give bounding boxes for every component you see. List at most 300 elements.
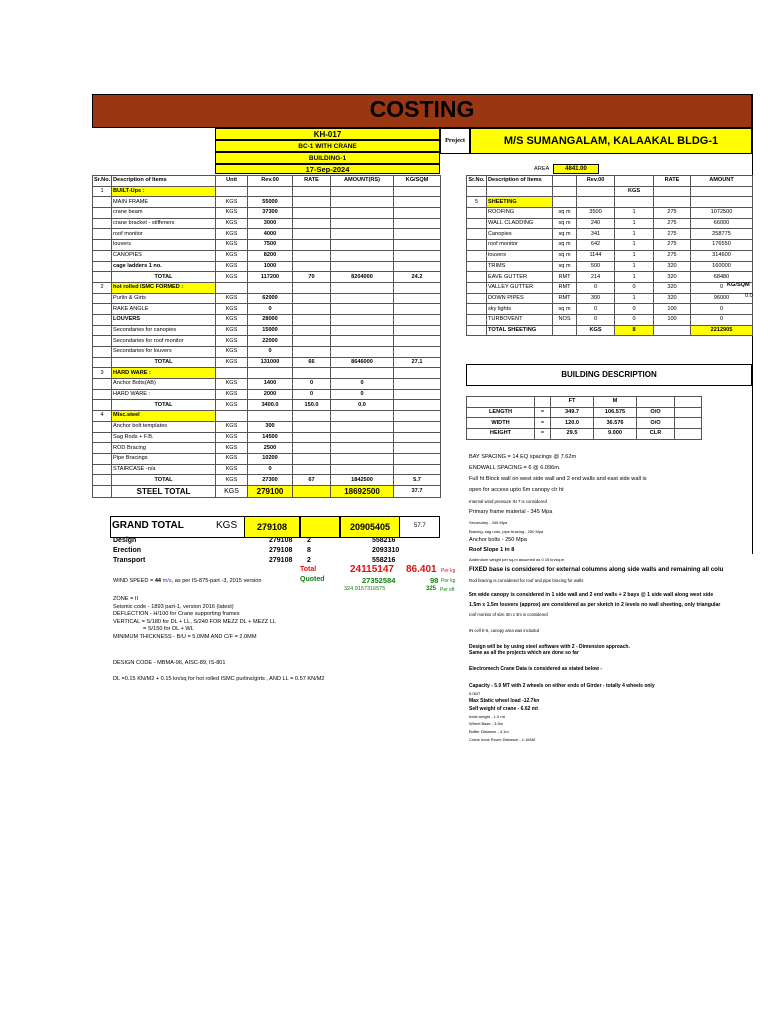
table-cell <box>394 453 441 464</box>
column-header: RATE <box>654 176 691 187</box>
table-cell: 96000 <box>691 293 753 304</box>
table-cell <box>577 197 615 208</box>
service-value: 2 <box>307 557 311 564</box>
table-cell: 8204000 <box>331 272 394 283</box>
table-cell: LENGTH <box>467 407 535 418</box>
table-cell <box>467 240 487 251</box>
table-cell: 2212905 <box>691 325 753 336</box>
table-cell <box>553 325 577 336</box>
table-cell: 1842500 <box>331 475 394 486</box>
grand-total-label: GRAND TOTAL <box>112 520 184 531</box>
table-cell: TOTAL <box>112 357 216 368</box>
sqft-value: 324.9157316575 <box>344 586 386 592</box>
table-cell: RMT <box>553 282 577 293</box>
table-cell: sky lights <box>487 304 553 315</box>
table-cell: 62000 <box>248 293 293 304</box>
table-cell: 66 <box>293 357 331 368</box>
table-cell <box>331 282 394 293</box>
table-cell: KGS <box>216 293 248 304</box>
left-row <box>93 421 441 432</box>
design-note-line: DL =0.15 KN/M2 + 0.15 kn/sq for hot rolled ISMC purlins/girts , AND LL = 0.57 KN/M2 <box>113 676 325 682</box>
table-cell: STAIRCASE -n/a <box>112 464 216 475</box>
building-note-line: Roof Slope 1 in 8 <box>469 547 515 553</box>
table-cell <box>293 347 331 358</box>
table-cell <box>93 357 112 368</box>
table-cell: CLR <box>637 429 675 440</box>
column-header: KG/SQM <box>394 176 441 187</box>
table-cell: KGS <box>216 218 248 229</box>
right-row <box>467 282 753 293</box>
sheeting-table <box>466 175 753 336</box>
table-cell: TOTAL SHEETING <box>487 325 553 336</box>
table-cell: 67 <box>293 475 331 486</box>
table-cell: Canopies <box>487 229 553 240</box>
table-cell <box>331 304 394 315</box>
total-rate: 86.401 <box>406 564 437 575</box>
table-cell: BUILT-Ups : <box>112 186 216 197</box>
building-note-line: open for access upto 6m canopy clr ht <box>469 487 564 493</box>
table-cell: KGS <box>216 347 248 358</box>
table-cell: 320 <box>654 261 691 272</box>
left-row <box>93 475 441 486</box>
table-cell: 275 <box>654 229 691 240</box>
table-cell: TURBOVENT <box>487 314 553 325</box>
table-cell <box>93 197 112 208</box>
table-cell: 0 <box>577 314 615 325</box>
table-cell <box>394 304 441 315</box>
table-cell: ROD Bracing <box>112 443 216 454</box>
table-cell: 66000 <box>691 218 753 229</box>
building-note-line: Crane hook Room Distance - 1.166M <box>469 737 536 742</box>
project-name: M/S SUMANGALAM, KALAAKAL BLDG-1 <box>470 128 752 154</box>
table-cell: 8200 <box>248 250 293 261</box>
sheeting-kgsqm-value: 0.0 <box>745 293 753 299</box>
service-value: 558216 <box>372 537 396 544</box>
table-cell: WALL CLADDING <box>487 218 553 229</box>
table-cell: 0 <box>248 347 293 358</box>
right-row <box>467 314 753 325</box>
table-cell: 314600 <box>691 250 753 261</box>
right-row <box>467 240 753 251</box>
table-cell <box>394 293 441 304</box>
table-cell: 5.7 <box>394 475 441 486</box>
column-header <box>675 397 702 408</box>
table-cell: KGS <box>216 261 248 272</box>
table-cell: KGS <box>216 389 248 400</box>
table-cell: 500 <box>577 261 615 272</box>
table-cell <box>394 379 441 390</box>
table-cell: sq m <box>553 218 577 229</box>
column-header: Sr.No. <box>467 176 487 187</box>
table-cell: 0 <box>691 304 753 315</box>
table-cell: 3 <box>93 368 112 379</box>
table-cell <box>331 208 394 219</box>
column-header: Unit <box>216 176 248 187</box>
table-cell <box>394 261 441 272</box>
grand-total-kgsqm: 57.7 <box>414 523 426 529</box>
design-note-line: MINIMUM THICKNESS - B/U = 5.0MM AND C/F = 2.0MM <box>113 634 257 640</box>
column-header <box>467 186 487 197</box>
quoted-label: Quoted <box>300 576 325 583</box>
table-cell <box>675 418 702 429</box>
table-cell: 3500 <box>577 208 615 219</box>
table-cell: KGS <box>216 325 248 336</box>
table-cell: 1000 <box>248 261 293 272</box>
table-cell: 1 <box>93 186 112 197</box>
table-cell <box>394 400 441 411</box>
table-cell <box>467 218 487 229</box>
table-cell: 1400 <box>248 379 293 390</box>
table-cell: NOS <box>553 314 577 325</box>
table-cell <box>293 240 331 251</box>
table-cell: = <box>535 429 551 440</box>
table-cell <box>331 336 394 347</box>
column-header: M <box>594 397 637 408</box>
table-cell: KGS <box>216 464 248 475</box>
total-per-kg: Per kg <box>441 568 456 574</box>
service-value: 558216 <box>372 557 396 564</box>
design-note-line: Seismic code - 1893 part-1, version 2016 (latest) <box>113 604 234 610</box>
total-amount: 24115147 <box>350 564 394 575</box>
table-cell: 2500 <box>248 443 293 454</box>
table-cell <box>467 261 487 272</box>
table-cell <box>331 250 394 261</box>
table-cell: KGS <box>216 250 248 261</box>
table-cell <box>293 336 331 347</box>
table-cell <box>293 186 331 197</box>
left-row <box>93 282 441 293</box>
table-cell <box>293 304 331 315</box>
table-cell: 14500 <box>248 432 293 443</box>
left-row <box>93 325 441 336</box>
table-cell: 27300 <box>248 475 293 486</box>
table-cell: sq m <box>553 208 577 219</box>
steel-total-value: 18692500 <box>331 485 394 497</box>
table-cell: 37300 <box>248 208 293 219</box>
building-note-line: Capacity - 5.0 MT with 2 wheels on either ends of Girder - totally 4 wheels only <box>469 683 655 689</box>
table-cell: KGS <box>216 400 248 411</box>
table-cell <box>394 250 441 261</box>
table-cell: KGS <box>216 336 248 347</box>
table-cell: TRIMS <box>487 261 553 272</box>
table-cell: 176550 <box>691 240 753 251</box>
building-note-line: ENDWALL SPACING = 6 @ 6.096m. <box>469 465 561 471</box>
column-header: FT <box>551 397 594 408</box>
building-note-line: Rod bracing is considered for roof and pipe bracing for walls <box>469 578 584 583</box>
table-cell <box>216 186 248 197</box>
table-cell <box>93 261 112 272</box>
area-value: 4841.00 <box>553 164 599 174</box>
table-cell: 0 <box>615 314 654 325</box>
table-cell: 27.1 <box>394 357 441 368</box>
table-cell: 120.0 <box>551 418 594 429</box>
table-cell: KGS <box>216 379 248 390</box>
table-cell <box>331 368 394 379</box>
table-cell <box>248 368 293 379</box>
table-cell: 642 <box>577 240 615 251</box>
left-row <box>93 453 441 464</box>
wind-speed-note: WIND SPEED = 44 m/s, as per IS-875-part -3, 2015 version <box>113 578 262 584</box>
table-cell: 28000 <box>248 314 293 325</box>
table-cell <box>331 218 394 229</box>
table-cell: Anchor Bolts(AB) <box>112 379 216 390</box>
table-cell: KGS <box>216 208 248 219</box>
table-cell: RMT <box>553 272 577 283</box>
table-cell: crane beam <box>112 208 216 219</box>
table-cell: HARD WARE : <box>112 389 216 400</box>
table-cell <box>394 464 441 475</box>
table-cell: RAKE ANGLE <box>112 304 216 315</box>
table-cell: 70 <box>293 272 331 283</box>
building-note-line: roof monitor of size 3m x 3m is considered <box>469 612 548 617</box>
table-cell <box>93 453 112 464</box>
steel-total-value <box>293 485 331 497</box>
table-cell: 8 <box>615 325 654 336</box>
table-cell: 275 <box>654 208 691 219</box>
table-cell <box>394 314 441 325</box>
left-row <box>93 432 441 443</box>
table-cell: TOTAL <box>112 475 216 486</box>
building-note-line: Internal wind pressure IN 7 is considered <box>469 499 547 504</box>
steel-total-label: STEEL TOTAL <box>112 485 216 497</box>
table-cell <box>293 368 331 379</box>
table-cell: 0 <box>577 282 615 293</box>
left-row <box>93 400 441 411</box>
table-cell: O/O <box>637 407 675 418</box>
quoted-per-kg: Per kg <box>441 578 456 584</box>
left-row <box>93 379 441 390</box>
left-row <box>93 240 441 251</box>
column-header: Description of Items <box>487 176 553 187</box>
building-note-line: 5m wide canopy is considered in 1 side wall and 2 end walls + 2 bays @ 1 side wall along west side <box>469 592 714 598</box>
table-cell <box>93 485 112 497</box>
column-header <box>691 186 753 197</box>
table-cell <box>394 432 441 443</box>
service-label: Transport <box>113 557 146 564</box>
table-cell <box>394 347 441 358</box>
table-cell: 68480 <box>691 272 753 283</box>
table-cell: 36.576 <box>594 418 637 429</box>
left-row <box>93 250 441 261</box>
table-cell <box>293 325 331 336</box>
service-value: 2093310 <box>372 547 400 554</box>
building-note-line: Design will be by using steel software with 2 - Dimension approach. <box>469 644 630 650</box>
building-note-line: FIXED base is considered for external columns along side walls and remaining all colu <box>469 566 724 573</box>
left-row <box>93 229 441 240</box>
table-cell: 3400.0 <box>248 400 293 411</box>
table-cell <box>331 197 394 208</box>
table-cell <box>331 293 394 304</box>
table-cell: 4000 <box>248 229 293 240</box>
right-row <box>467 325 753 336</box>
table-cell <box>93 325 112 336</box>
table-cell <box>394 208 441 219</box>
table-cell: SHEETING <box>487 197 553 208</box>
table-cell <box>394 197 441 208</box>
left-row <box>93 336 441 347</box>
area-label: AREA <box>534 166 550 172</box>
table-cell: 106.575 <box>594 407 637 418</box>
table-cell: 275 <box>654 250 691 261</box>
table-cell: 0 <box>331 389 394 400</box>
table-cell: roof monitor <box>112 229 216 240</box>
table-cell <box>248 186 293 197</box>
left-row <box>93 293 441 304</box>
grand-total-rate <box>300 516 340 538</box>
page-title: COSTING <box>369 96 475 122</box>
total-label: Total <box>300 566 317 573</box>
table-cell <box>331 443 394 454</box>
table-cell: 29.5 <box>551 429 594 440</box>
table-cell: KGS <box>216 304 248 315</box>
table-cell <box>216 368 248 379</box>
table-cell <box>293 229 331 240</box>
building-note-line: 5.0MT <box>469 691 481 696</box>
table-cell <box>331 411 394 422</box>
table-cell <box>293 314 331 325</box>
table-cell: Sag Rods + F.B. <box>112 432 216 443</box>
table-cell <box>331 325 394 336</box>
right-row <box>467 197 753 208</box>
table-cell <box>467 314 487 325</box>
table-cell: Misc.steel <box>112 411 216 422</box>
table-cell <box>691 197 753 208</box>
table-cell: LOUVERS <box>112 314 216 325</box>
table-cell <box>394 240 441 251</box>
service-value: 279108 <box>269 547 293 554</box>
steel-total-row <box>93 485 441 497</box>
table-cell <box>675 429 702 440</box>
left-header-row <box>93 176 441 187</box>
table-cell: 0 <box>615 282 654 293</box>
sheet-date: 17-Sep-2024 <box>215 164 440 174</box>
table-cell: 300 <box>577 293 615 304</box>
table-cell: crane bracket - stiffeners <box>112 218 216 229</box>
table-cell <box>394 389 441 400</box>
left-row <box>93 347 441 358</box>
table-cell: KGS <box>216 421 248 432</box>
left-row <box>93 411 441 422</box>
right-row <box>467 229 753 240</box>
building-note-line: Full ht Block wall on west side wall and 2 end walls and east side wall is <box>469 476 647 482</box>
table-cell <box>293 411 331 422</box>
dims-row <box>467 407 702 418</box>
table-cell <box>93 347 112 358</box>
table-cell: 320 <box>654 272 691 283</box>
table-cell: TOTAL <box>112 400 216 411</box>
column-header <box>637 397 675 408</box>
building-note-line: Secondary - 345 Mpa <box>469 520 508 525</box>
design-note-line: ZONE = II <box>113 596 139 602</box>
table-cell: 1 <box>615 208 654 219</box>
table-cell: 0 <box>691 314 753 325</box>
table-cell: 7500 <box>248 240 293 251</box>
service-value: 2 <box>307 537 311 544</box>
service-value: 279108 <box>269 557 293 564</box>
table-cell: = <box>535 418 551 429</box>
table-cell <box>654 197 691 208</box>
building-note-line: Electromech Crane Data is considered as stated below - <box>469 666 603 672</box>
table-cell <box>331 186 394 197</box>
project-label: Project <box>440 128 470 154</box>
table-cell <box>293 443 331 454</box>
table-cell: KGS <box>216 432 248 443</box>
column-header: Sr.No. <box>93 176 112 187</box>
table-cell: sq m <box>553 229 577 240</box>
table-cell: HARD WARE : <box>112 368 216 379</box>
table-cell: 1 <box>615 261 654 272</box>
building-note-line: Buffer Distance - 4.1m <box>469 729 509 734</box>
table-cell: = <box>535 407 551 418</box>
quoted-rate: 98 <box>430 576 439 585</box>
table-cell: 10200 <box>248 453 293 464</box>
building-note-line: Same as all the projects which are done so far <box>469 650 579 656</box>
table-cell <box>331 453 394 464</box>
table-cell: KGS <box>216 197 248 208</box>
steel-total-value: 279100 <box>248 485 293 497</box>
table-cell <box>394 336 441 347</box>
table-cell: Secondaries for roof monitor <box>112 336 216 347</box>
building-description-title: BUILDING DESCRIPTION <box>466 364 752 386</box>
table-cell: sq m <box>553 261 577 272</box>
table-cell: 55000 <box>248 197 293 208</box>
table-cell: 0 <box>331 379 394 390</box>
right-row <box>467 208 753 219</box>
table-cell: 240 <box>577 218 615 229</box>
table-cell: 0 <box>248 304 293 315</box>
table-cell <box>467 325 487 336</box>
building-note-line: Max Static wheel load -12.7kn <box>469 698 540 704</box>
table-cell: KGS <box>216 443 248 454</box>
table-cell: 100 <box>654 314 691 325</box>
table-cell: 0.0 <box>331 400 394 411</box>
table-cell: VALLEY GUTTER <box>487 282 553 293</box>
column-header <box>577 186 615 197</box>
sqft-rate: 325 <box>426 586 437 592</box>
quoted-amount: 27352584 <box>362 576 396 585</box>
left-row <box>93 272 441 283</box>
job-number: KH-017 <box>215 128 440 140</box>
table-cell <box>93 272 112 283</box>
table-cell: 131000 <box>248 357 293 368</box>
table-cell <box>467 272 487 283</box>
table-cell <box>93 304 112 315</box>
table-cell <box>293 432 331 443</box>
table-cell <box>293 421 331 432</box>
table-cell: 320 <box>654 293 691 304</box>
table-cell <box>248 411 293 422</box>
column-header: RATE <box>293 176 331 187</box>
table-cell: roof monitor <box>487 240 553 251</box>
left-row <box>93 208 441 219</box>
table-cell: 0 <box>615 304 654 315</box>
column-header <box>553 176 577 187</box>
job-type: BC-1 WITH CRANE <box>215 140 440 152</box>
table-cell <box>93 218 112 229</box>
column-header <box>487 186 553 197</box>
table-cell: KGS <box>216 357 248 368</box>
table-cell: Pipe Bracings <box>112 453 216 464</box>
table-cell: 1072500 <box>691 208 753 219</box>
sheeting-kgsqm-label: KG/SQM <box>727 282 750 288</box>
table-cell <box>553 197 577 208</box>
table-cell <box>615 197 654 208</box>
building-note-line: Addendum weight per sq.m assumed as 0.15 kn/sq.m <box>469 557 565 562</box>
table-cell: O/O <box>637 418 675 429</box>
building-note-line: Wheel Base - 3.5m <box>469 721 504 726</box>
dimensions-table <box>466 396 702 440</box>
table-cell: 1 <box>615 272 654 283</box>
